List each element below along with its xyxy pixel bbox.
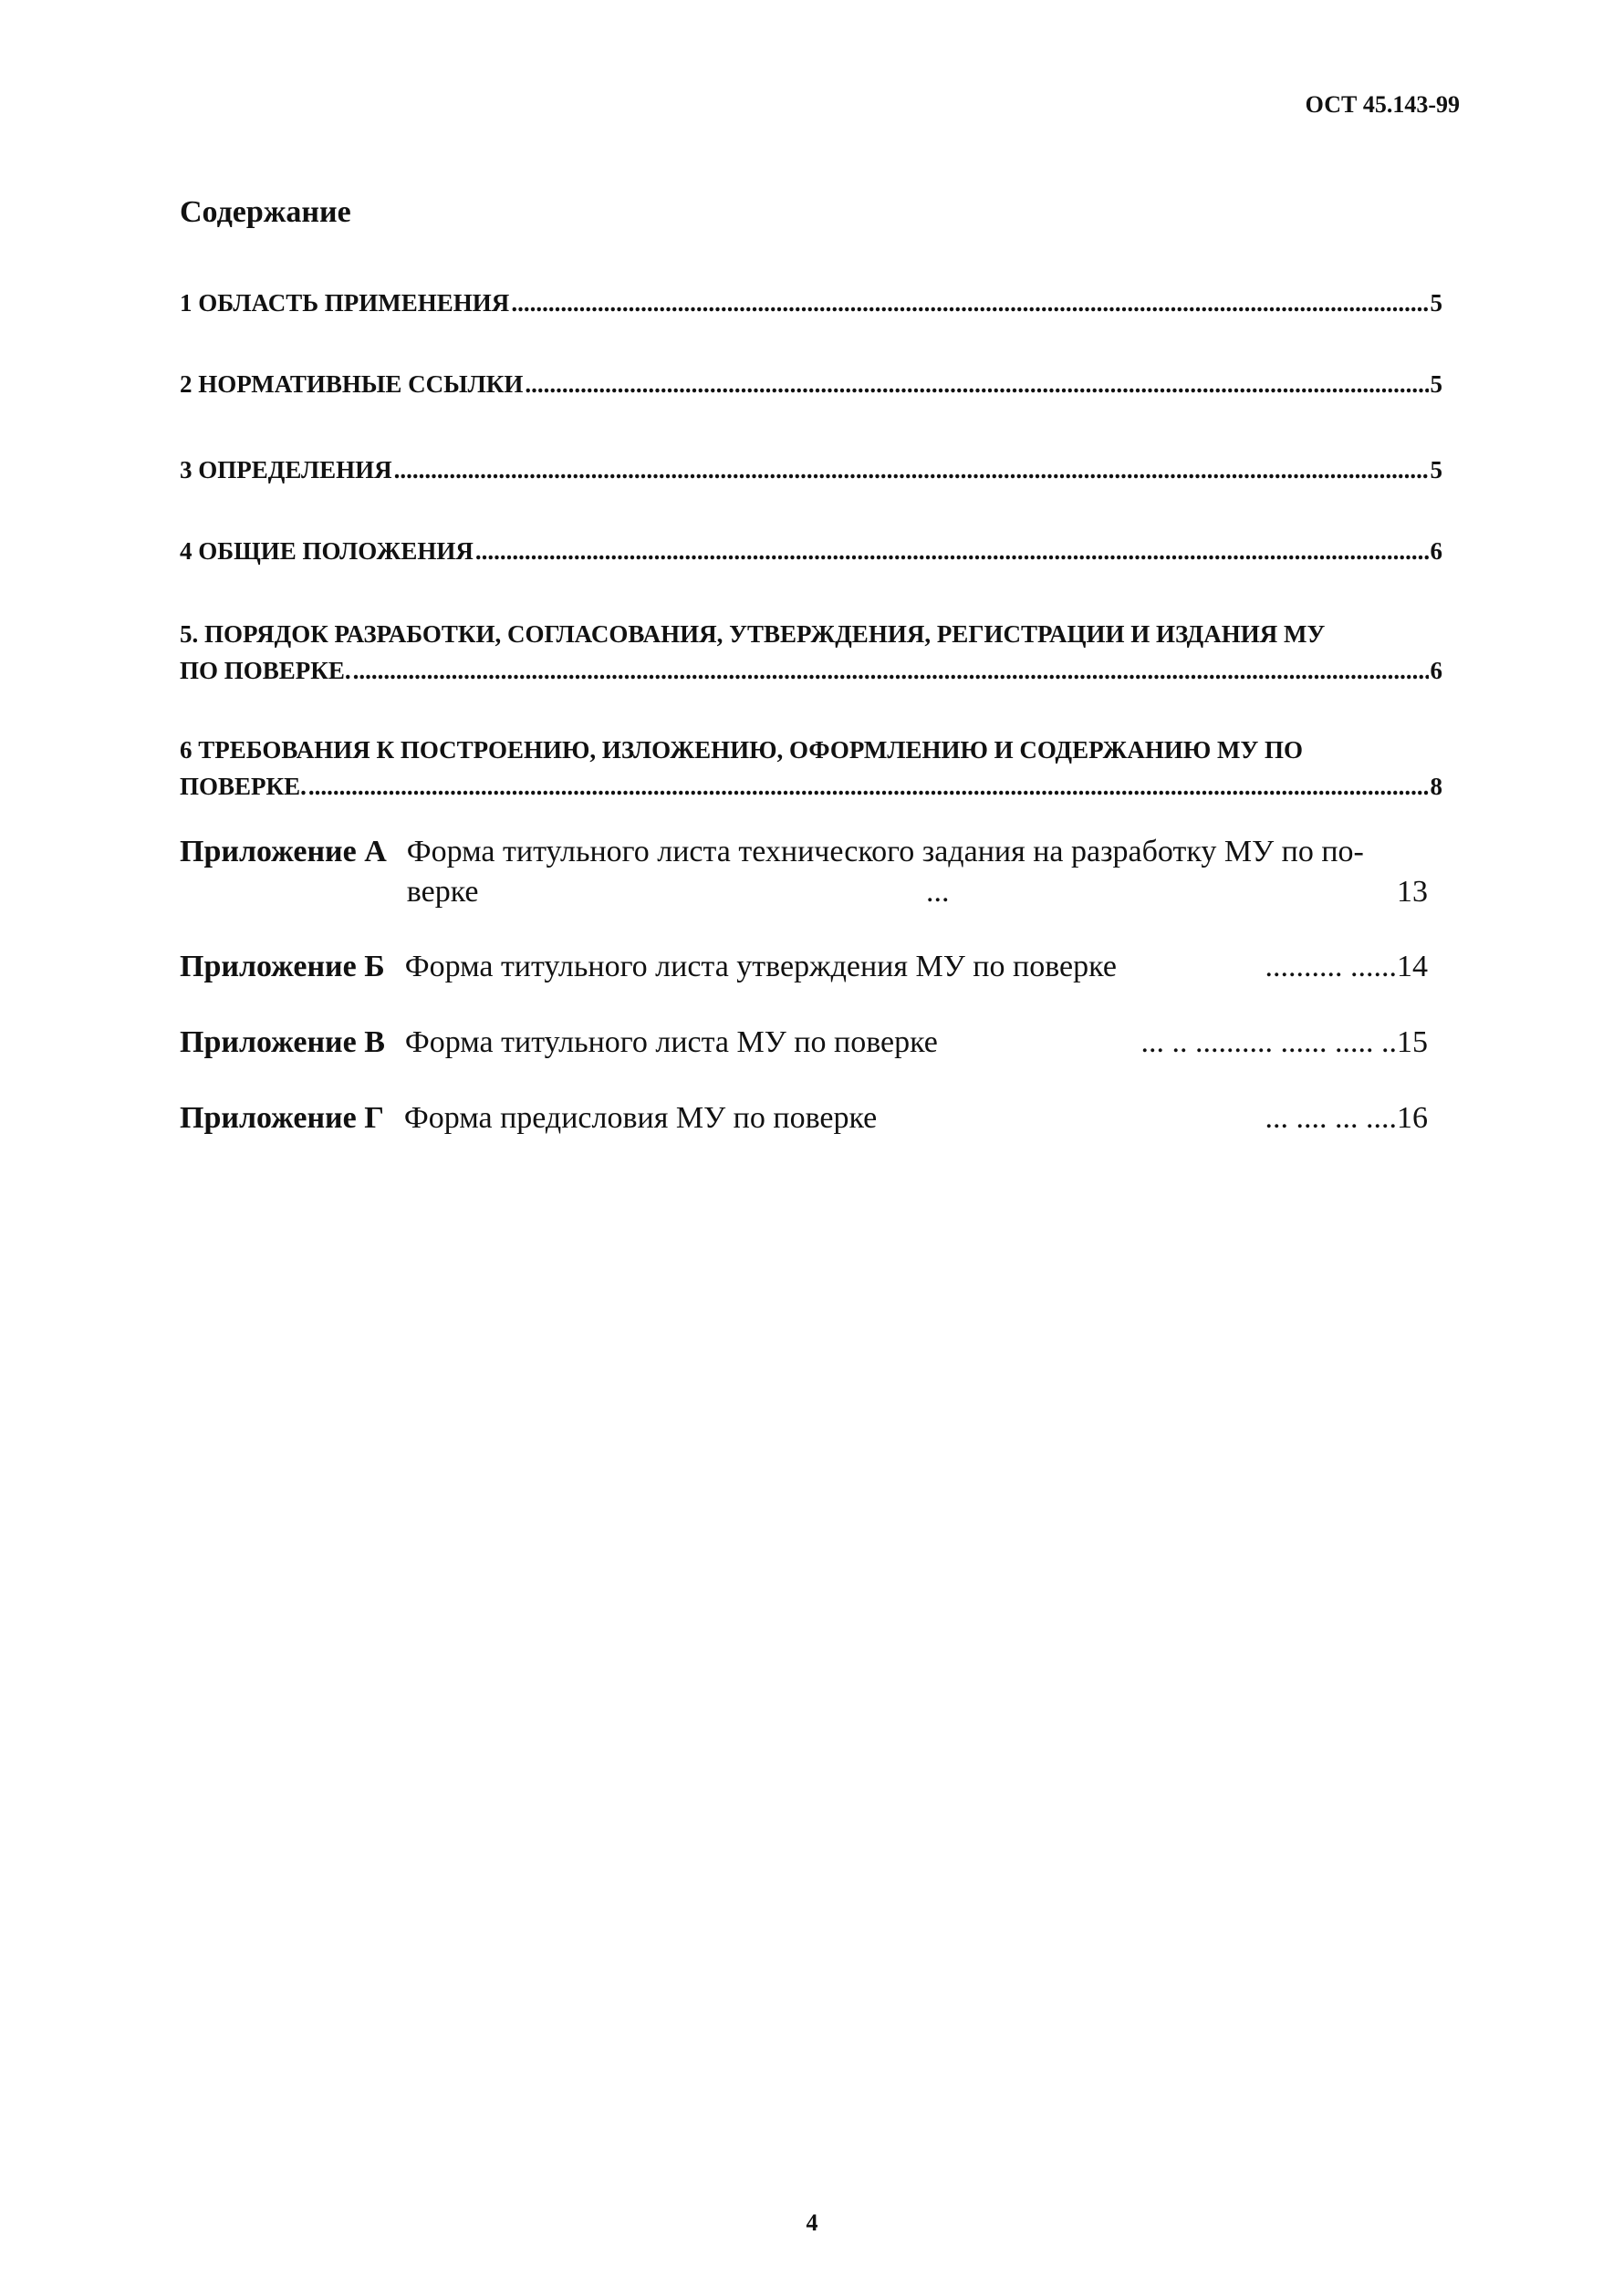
appendix-page: 13 <box>1397 875 1429 909</box>
appendix-entry[interactable] <box>180 1098 1448 1138</box>
appendix-dots-page: .......... ......14 <box>1265 950 1428 983</box>
toc-entry[interactable] <box>180 366 1442 402</box>
toc-entry[interactable] <box>180 732 1442 805</box>
dot-leader <box>511 285 1428 321</box>
toc-entry[interactable] <box>180 533 1442 569</box>
appendix-entry[interactable] <box>180 832 1448 912</box>
appendix-label: Приложение Б <box>180 950 385 983</box>
toc-entry-page: 6 <box>1430 657 1442 684</box>
toc-entry[interactable] <box>180 452 1442 488</box>
dot-leader <box>308 768 1429 805</box>
appendix-dots-page: ... .... ... ....16 <box>1265 1101 1428 1135</box>
toc-entry-page: 5 <box>1430 370 1442 398</box>
dot-leader <box>353 652 1429 689</box>
toc-entry-page: 5 <box>1430 289 1442 317</box>
toc-entry-text: 2 НОРМАТИВНЫЕ ССЫЛКИ <box>180 370 524 398</box>
dot-leader <box>475 533 1429 569</box>
toc-entry-text: 3 ОПРЕДЕЛЕНИЯ <box>180 456 392 483</box>
appendix-label: Приложение А <box>180 835 387 868</box>
appendix-text: Форма титульного листа утверждения МУ по поверке <box>404 950 1117 983</box>
appendix-text-line2: верке <box>406 875 479 909</box>
toc-entry-text-line2: ПОВЕРКЕ. <box>180 773 307 800</box>
appendix-dots-page: ... .. .......... ...... ..... ..15 <box>1140 1025 1428 1059</box>
appendix-text: Форма титульного листа МУ по поверке <box>404 1025 938 1059</box>
dot-leader: ... <box>926 875 950 909</box>
toc-entry-text-line2: ПО ПОВЕРКЕ. <box>180 657 351 684</box>
dot-leader <box>525 366 1428 402</box>
dot-leader <box>394 452 1429 488</box>
toc-entry-text: 4 ОБЩИЕ ПОЛОЖЕНИЯ <box>180 537 474 565</box>
appendix-label: Приложение Г <box>180 1101 384 1135</box>
appendix-text-line1: Форма титульного листа технического задания на разработку МУ по по- <box>406 835 1364 868</box>
toc-entry-text-line1: 6 ТРЕБОВАНИЯ К ПОСТРОЕНИЮ, ИЗЛОЖЕНИЮ, ОФОРМЛЕНИЮ И СОДЕРЖАНИЮ МУ ПО <box>180 736 1304 764</box>
appendix-label: Приложение В <box>180 1025 385 1059</box>
toc-entry[interactable] <box>180 285 1442 321</box>
toc-entry[interactable] <box>180 616 1442 689</box>
toc-entry-text-line1: 5. ПОРЯДОК РАЗРАБОТКИ, СОГЛАСОВАНИЯ, УТВЕРЖДЕНИЯ, РЕГИСТРАЦИИ И ИЗДАНИЯ МУ <box>180 620 1326 648</box>
toc-entry-page: 6 <box>1430 537 1442 565</box>
appendix-entry[interactable] <box>180 1023 1448 1063</box>
page-number: 4 <box>806 2209 818 2236</box>
appendix-text: Форма предисловия МУ по поверке <box>403 1101 878 1135</box>
document-code: ОСТ 45.143-99 <box>1305 91 1460 118</box>
toc-title: Содержание <box>180 195 351 229</box>
toc-entry-text: 1 ОБЛАСТЬ ПРИМЕНЕНИЯ <box>180 289 510 317</box>
toc-entry-page: 5 <box>1430 456 1442 483</box>
appendix-entry[interactable] <box>180 947 1448 987</box>
toc-entry-page: 8 <box>1430 773 1442 800</box>
